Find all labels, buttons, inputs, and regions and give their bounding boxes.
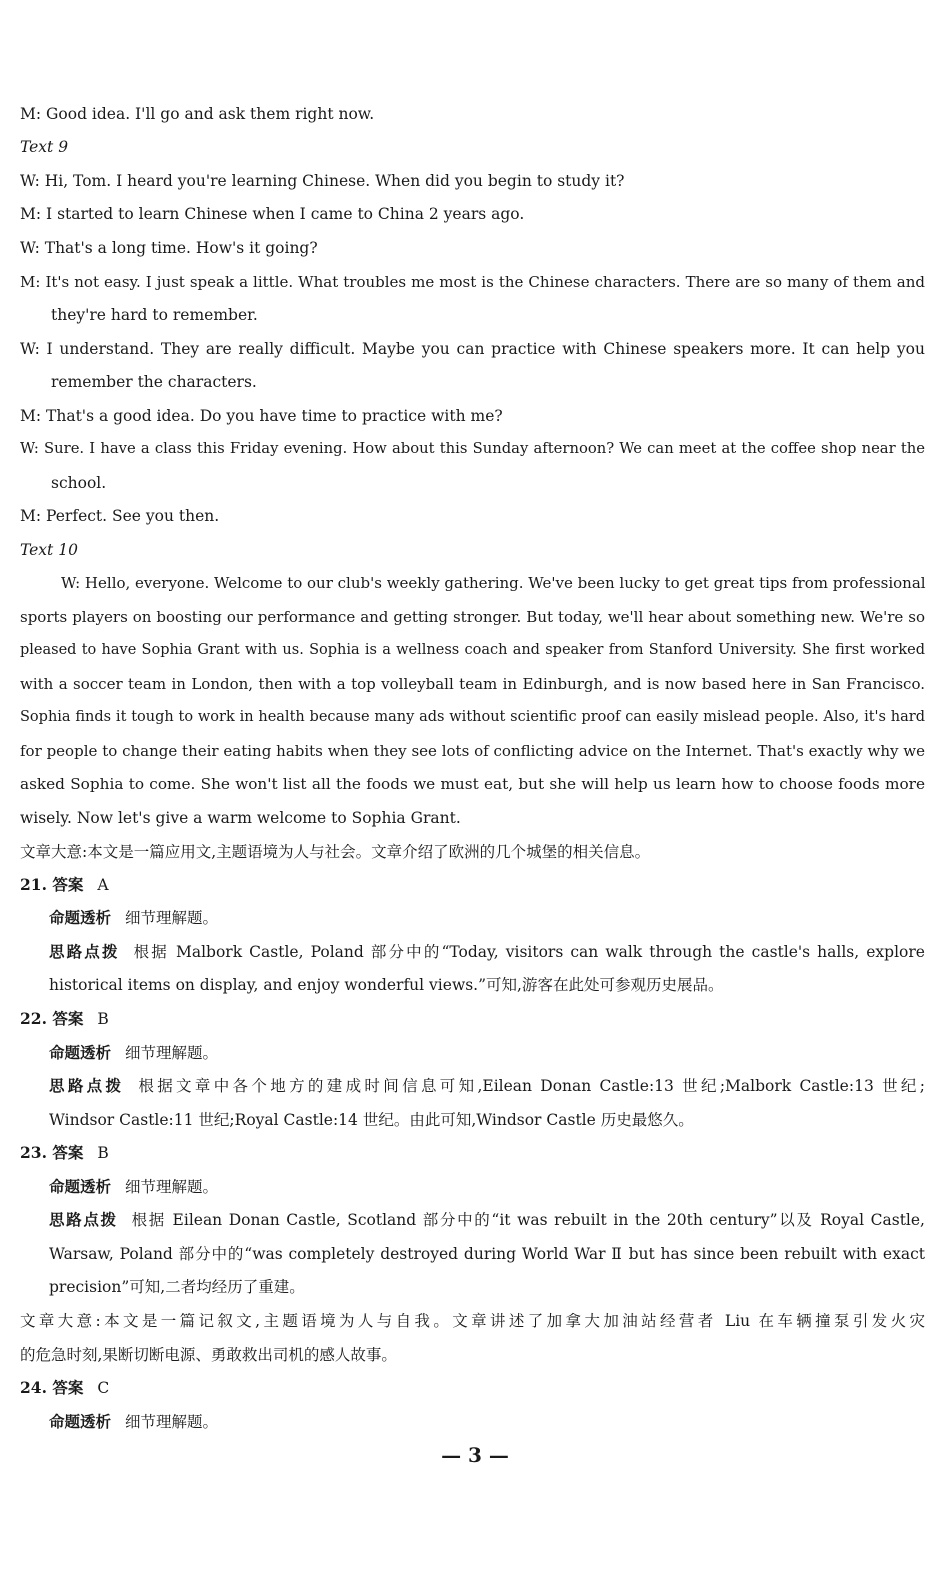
hint-line-continued: Warsaw, Poland 部分中的“was completely destroyed during World War Ⅱ but has since been rebuilt with exact bbox=[49, 1245, 925, 1263]
analysis-label: 命题透析 bbox=[49, 1177, 112, 1196]
hint-line bbox=[49, 1076, 925, 1096]
dialogue-line: W: Sure. I have a class this Friday evening. How about this Sunday afternoon? We can meet at the coffee shop near the bbox=[20, 440, 925, 457]
page-number: — 3 — bbox=[441, 1443, 509, 1467]
answer-24 bbox=[20, 1378, 925, 1398]
hint-line bbox=[49, 1210, 925, 1230]
answer-number: 21. 答案 bbox=[20, 875, 84, 894]
dialogue-line: M: It's not easy. I just speak a little. What troubles me most is the Chinese characters. There are so many of them and bbox=[20, 273, 925, 291]
dialogue-line: M: I started to learn Chinese when I came to China 2 years ago. bbox=[20, 205, 525, 223]
dialogue-line: W: I understand. They are really difficult. Maybe you can practice with Chinese speakers more. It can help you bbox=[20, 340, 925, 358]
monologue-line: asked Sophia to come. She won't list all the foods we must eat, but she will help us learn how to choose foods more bbox=[20, 775, 925, 793]
analysis-line bbox=[49, 1043, 925, 1063]
answer-letter: C bbox=[97, 1379, 110, 1397]
monologue-line: sports players on boosting our performance and getting stronger. But today, we'll hear about something new. We're so bbox=[20, 608, 925, 626]
answer-number: 22. 答案 bbox=[20, 1009, 84, 1028]
hint-text: 根据 Eilean Donan Castle, Scotland 部分中的“it was rebuilt in the 20th century”以及 Royal Castle, bbox=[131, 1211, 925, 1229]
analysis-line bbox=[49, 908, 925, 928]
answer-number: 24. 答案 bbox=[20, 1378, 84, 1397]
analysis-label: 命题透析 bbox=[49, 908, 112, 927]
answer-letter: A bbox=[97, 876, 109, 894]
section-heading-text-9: Text 9 bbox=[20, 138, 69, 156]
dialogue-line: M: Good idea. I'll go and ask them right now. bbox=[20, 105, 375, 123]
answer-23 bbox=[20, 1143, 925, 1163]
hint-label: 思路点拨 bbox=[49, 1076, 125, 1095]
answer-letter: B bbox=[97, 1010, 109, 1028]
hint-line bbox=[49, 942, 925, 962]
article-summary: 文章大意:本文是一篇应用文,主题语境为人与社会。文章介绍了欧洲的几个城堡的相关信息。 bbox=[20, 843, 651, 861]
article-summary-continued: 的危急时刻,果断切断电源、勇敢救出司机的感人故事。 bbox=[20, 1346, 397, 1364]
hint-label: 思路点拨 bbox=[49, 942, 120, 961]
monologue-line: with a soccer team in London, then with a top volleyball team in Edinburgh, and is now based here in San Francisco. bbox=[20, 675, 925, 693]
dialogue-line: W: That's a long time. How's it going? bbox=[20, 239, 318, 257]
dialogue-line-continued: remember the characters. bbox=[51, 373, 257, 391]
analysis-label: 命题透析 bbox=[49, 1043, 112, 1062]
hint-line-continued: Windsor Castle:11 世纪;Royal Castle:14 世纪。由此可知,Windsor Castle 历史最悠久。 bbox=[49, 1111, 694, 1129]
hint-text: 根据文章中各个地方的建成时间信息可知,Eilean Donan Castle:13 世纪;Malbork Castle:13 世纪; bbox=[138, 1077, 925, 1095]
analysis-line bbox=[49, 1177, 925, 1197]
hint-label: 思路点拨 bbox=[49, 1210, 118, 1229]
answer-21 bbox=[20, 875, 925, 895]
monologue-line: Sophia finds it tough to work in health because many ads without scientific proof can easily mislead people. Also, it's hard bbox=[20, 709, 925, 725]
hint-line-continued: historical items on display, and enjoy wonderful views.”可知,游客在此处可参观历史展品。 bbox=[49, 976, 724, 994]
analysis-text: 细节理解题。 bbox=[125, 909, 219, 927]
section-heading-text-10: Text 10 bbox=[20, 541, 78, 559]
monologue-line: for people to change their eating habits when they see lots of conflicting advice on the Internet. That's exactly why we bbox=[20, 742, 925, 760]
hint-text: 根据 Malbork Castle, Poland 部分中的“Today, visitors can walk through the castle's halls, explore bbox=[133, 943, 925, 961]
answer-letter: B bbox=[97, 1144, 109, 1162]
analysis-text: 细节理解题。 bbox=[125, 1044, 219, 1062]
analysis-text: 细节理解题。 bbox=[125, 1413, 219, 1431]
dialogue-line: M: Perfect. See you then. bbox=[20, 507, 220, 525]
hint-line-continued: precision”可知,二者均经历了重建。 bbox=[49, 1278, 305, 1296]
dialogue-line-continued: school. bbox=[51, 474, 107, 492]
dialogue-line-continued: they're hard to remember. bbox=[51, 306, 258, 324]
answer-22 bbox=[20, 1009, 925, 1029]
analysis-text: 细节理解题。 bbox=[125, 1178, 219, 1196]
dialogue-line: M: That's a good idea. Do you have time to practice with me? bbox=[20, 407, 503, 425]
answer-number: 23. 答案 bbox=[20, 1143, 84, 1162]
monologue-line: pleased to have Sophia Grant with us. Sophia is a wellness coach and speaker from Stanford University. She first worked bbox=[20, 642, 925, 658]
dialogue-line: W: Hi, Tom. I heard you're learning Chinese. When did you begin to study it? bbox=[20, 172, 625, 190]
monologue-line: wisely. Now let's give a warm welcome to Sophia Grant. bbox=[20, 809, 461, 827]
monologue-line: W: Hello, everyone. Welcome to our club's weekly gathering. We've been lucky to get great tips from professional bbox=[61, 574, 926, 592]
analysis-line bbox=[49, 1412, 925, 1432]
article-summary: 文章大意:本文是一篇记叙文,主题语境为人与自我。文章讲述了加拿大加油站经营者 Liu 在车辆撞泵引发火灾 bbox=[20, 1312, 925, 1330]
analysis-label: 命题透析 bbox=[49, 1412, 112, 1431]
